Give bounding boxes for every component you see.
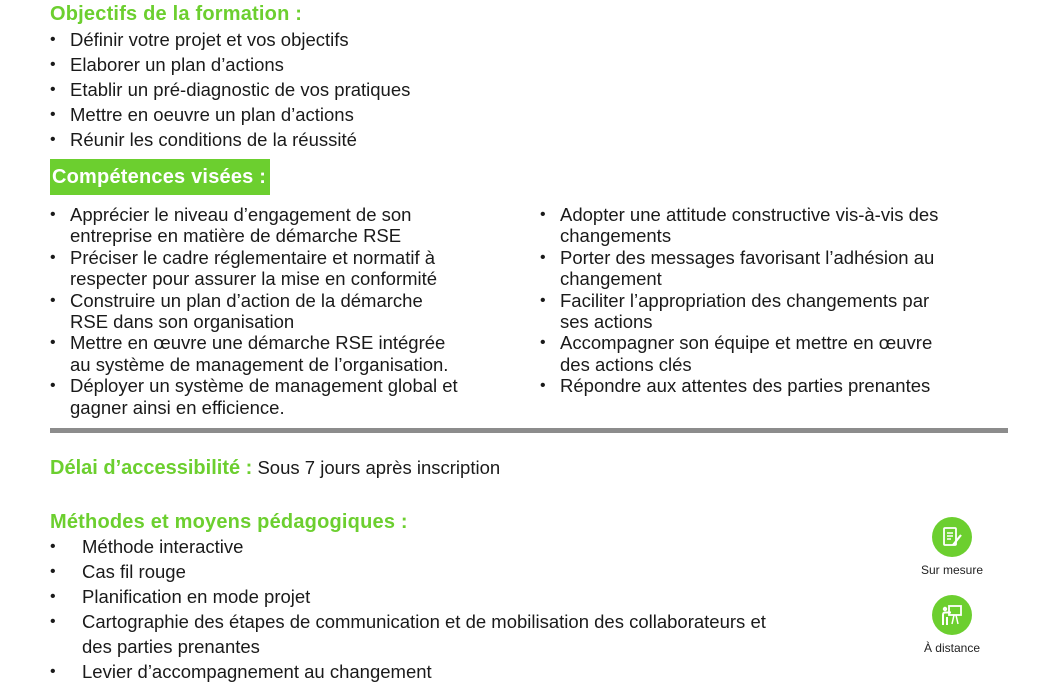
objectifs-heading: Objectifs de la formation : bbox=[50, 3, 303, 25]
a-distance-label: À distance bbox=[923, 641, 981, 655]
list-item: • Mettre en oeuvre un plan d’actions bbox=[50, 102, 410, 127]
document-pen-icon bbox=[932, 517, 972, 557]
sur-mesure-label: Sur mesure bbox=[920, 563, 984, 577]
competences-heading: Compétences visées : bbox=[50, 159, 270, 195]
list-item: • Accompagner son équipe et mettre en œuvre des actions clés bbox=[540, 332, 1010, 375]
presenter-board-icon bbox=[932, 595, 972, 635]
list-item: • Adopter une attitude constructive vis-à-vis des changements bbox=[540, 204, 1010, 247]
sur-mesure-badge bbox=[912, 517, 992, 577]
list-item: • Réunir les conditions de la réussité bbox=[50, 127, 410, 152]
list-item: • Etablir un pré-diagnostic de vos pratiques bbox=[50, 77, 410, 102]
methodes-heading: Méthodes et moyens pédagogiques : bbox=[50, 511, 408, 533]
a-distance-badge bbox=[912, 595, 992, 655]
list-item: • Répondre aux attentes des parties prenantes bbox=[540, 375, 1010, 396]
list-item: • Définir votre projet et vos objectifs bbox=[50, 27, 410, 52]
list-item: • Cartographie des étapes de communication et de mobilisation des collaborateurs et des parties prenantes bbox=[50, 609, 900, 659]
list-item: • Méthode interactive bbox=[50, 534, 900, 559]
delai-line bbox=[50, 455, 500, 481]
objectifs-list bbox=[50, 27, 410, 152]
list-item: • Elaborer un plan d’actions bbox=[50, 52, 410, 77]
list-item: • Porter des messages favorisant l’adhésion au changement bbox=[540, 247, 1010, 290]
list-item: • Levier d’accompagnement au changement bbox=[50, 659, 900, 684]
delai-value: Sous 7 jours après inscription bbox=[252, 457, 501, 478]
list-item: • Déployer un système de management global et gagner ainsi en efficience. bbox=[50, 375, 530, 418]
list-item: • Planification en mode projet bbox=[50, 584, 900, 609]
list-item: • Cas fil rouge bbox=[50, 559, 900, 584]
competences-left-list bbox=[50, 204, 530, 418]
methodes-list bbox=[50, 534, 900, 684]
list-item: • Apprécier le niveau d’engagement de son entreprise en matière de démarche RSE bbox=[50, 204, 530, 247]
list-item: • Préciser le cadre réglementaire et normatif à respecter pour assurer la mise en conformité bbox=[50, 247, 530, 290]
list-item: • Mettre en œuvre une démarche RSE intégrée au système de management de l’organisation. bbox=[50, 332, 530, 375]
competences-right-list bbox=[540, 204, 1010, 397]
section-divider bbox=[50, 428, 1008, 433]
delai-label: Délai d’accessibilité : bbox=[50, 457, 253, 479]
list-item: • Faciliter l’appropriation des changements par ses actions bbox=[540, 290, 1010, 333]
list-item: • Construire un plan d’action de la démarche RSE dans son organisation bbox=[50, 290, 530, 333]
